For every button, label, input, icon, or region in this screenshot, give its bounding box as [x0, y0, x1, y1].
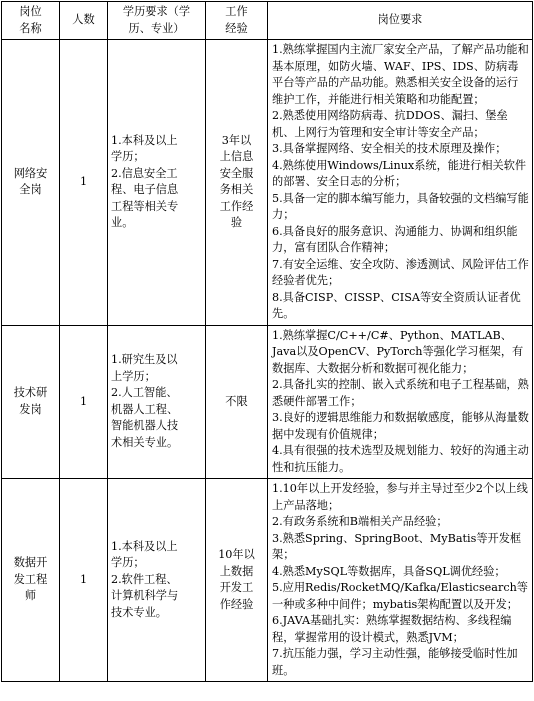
header-count: 人数 — [60, 2, 108, 40]
cell-position: 网络安 全岗 — [2, 40, 60, 326]
requirement-item: 6.JAVA基础扎实：熟练掌握数据结构、多线程编程，掌握常用的设计模式，熟悉JVM； — [272, 614, 512, 644]
requirement-item: 6.具备良好的服务意识、沟通能力、协调和组织能力，富有团队合作精神； — [272, 224, 518, 254]
requirement-item: 3.良好的逻辑思维能力和数据敏感度，能够从海量数据中发现有价值规律； — [272, 411, 529, 441]
table-header-row — [2, 2, 533, 40]
cell-education: 1.本科及以上 学历； 2.信息安全工 程、电子信息 工程等相关专 业。 — [108, 40, 206, 326]
cell-requirements — [268, 325, 533, 479]
requirement-item: 2.有政务系统和B端相关产品经验； — [272, 515, 448, 528]
requirement-item: 5.应用Redis/RocketMQ/Kafka/Elasticsearch等一种或多种中间件；mybatis架构配置以及开发； — [272, 581, 528, 611]
requirement-item: 2.熟悉使用网络防病毒、抗DDOS、漏扫、堡垒机、上网行为管理和安全审计等安全产品； — [272, 109, 508, 139]
table-row — [2, 479, 533, 682]
requirement-item: 4.熟练使用Windows/Linux系统，能进行相关软件的部署、安全日志的分析； — [272, 158, 527, 188]
table-row — [2, 325, 533, 479]
cell-count: 1 — [60, 325, 108, 479]
requirement-item: 4.熟悉MySQL等数据库，具备SQL调优经验； — [272, 564, 506, 578]
requirement-item: 3.熟悉Spring、SpringBoot、MyBatis等开发框架； — [272, 531, 522, 561]
cell-experience: 3年以 上信息 安全服 务相关 工作经 验 — [206, 40, 268, 326]
requirement-item: 7.抗压能力强，学习主动性强，能够接受临时性加班。 — [272, 647, 518, 677]
cell-requirements — [268, 40, 533, 326]
cell-position: 技术研 发岗 — [2, 325, 60, 479]
cell-education: 1.研究生及以 上学历； 2.人工智能、 机器人工程、 智能机器人技 术相关专业。 — [108, 325, 206, 479]
cell-experience: 不限 — [206, 325, 268, 479]
requirement-item: 3.具备掌握网络、安全相关的技术原理及操作； — [272, 142, 507, 155]
cell-count: 1 — [60, 479, 108, 682]
header-requirements: 岗位要求 — [268, 2, 533, 40]
job-requirements-table — [1, 1, 533, 682]
header-experience: 工作 经验 — [206, 2, 268, 40]
cell-position: 数据开 发工程 师 — [2, 479, 60, 682]
table-row — [2, 40, 533, 326]
requirement-item: 7.有安全运维、安全攻防、渗透测试、风险评估工作经验者优先； — [272, 257, 529, 287]
requirement-item: 4.具有很强的技术选型及规划能力、较好的沟通主动性和抗压能力。 — [272, 444, 529, 474]
header-education: 学历要求（学 历、专业） — [108, 2, 206, 40]
requirement-item: 1.熟练掌握C/C++/C#、Python、MATLAB、Java以及OpenCV、PyTorch等强化学习框架，有数据库、大数据分析和数据可视化能力； — [272, 328, 524, 375]
requirement-item: 1.10年以上开发经验，参与并主导过至少2个以上线上产品落地； — [272, 482, 528, 512]
requirement-item: 8.具备CISP、CISSP、CISA等安全资质认证者优先。 — [272, 290, 521, 320]
cell-count: 1 — [60, 40, 108, 326]
requirement-item: 2.具备扎实的控制、嵌入式系统和电子工程基础，熟悉硬件部署工作； — [272, 378, 529, 408]
cell-education: 1.本科及以上 学历； 2.软件工程、 计算机科学与 技术专业。 — [108, 479, 206, 682]
requirement-item: 1.熟练掌握国内主流厂家安全产品，了解产品功能和基本原理，如防火墙、WAF、IPS、IDS、防病毒平台等产品的产品功能。熟悉相关安全设备的运行维护工作，并能进行相关策略和功能配置； — [272, 43, 529, 106]
header-position: 岗位 名称 — [2, 2, 60, 40]
cell-experience: 10年以 上数据 开发工 作经验 — [206, 479, 268, 682]
cell-requirements — [268, 479, 533, 682]
requirement-item: 5.具备一定的脚本编写能力，具备较强的文档编写能力； — [272, 191, 529, 221]
